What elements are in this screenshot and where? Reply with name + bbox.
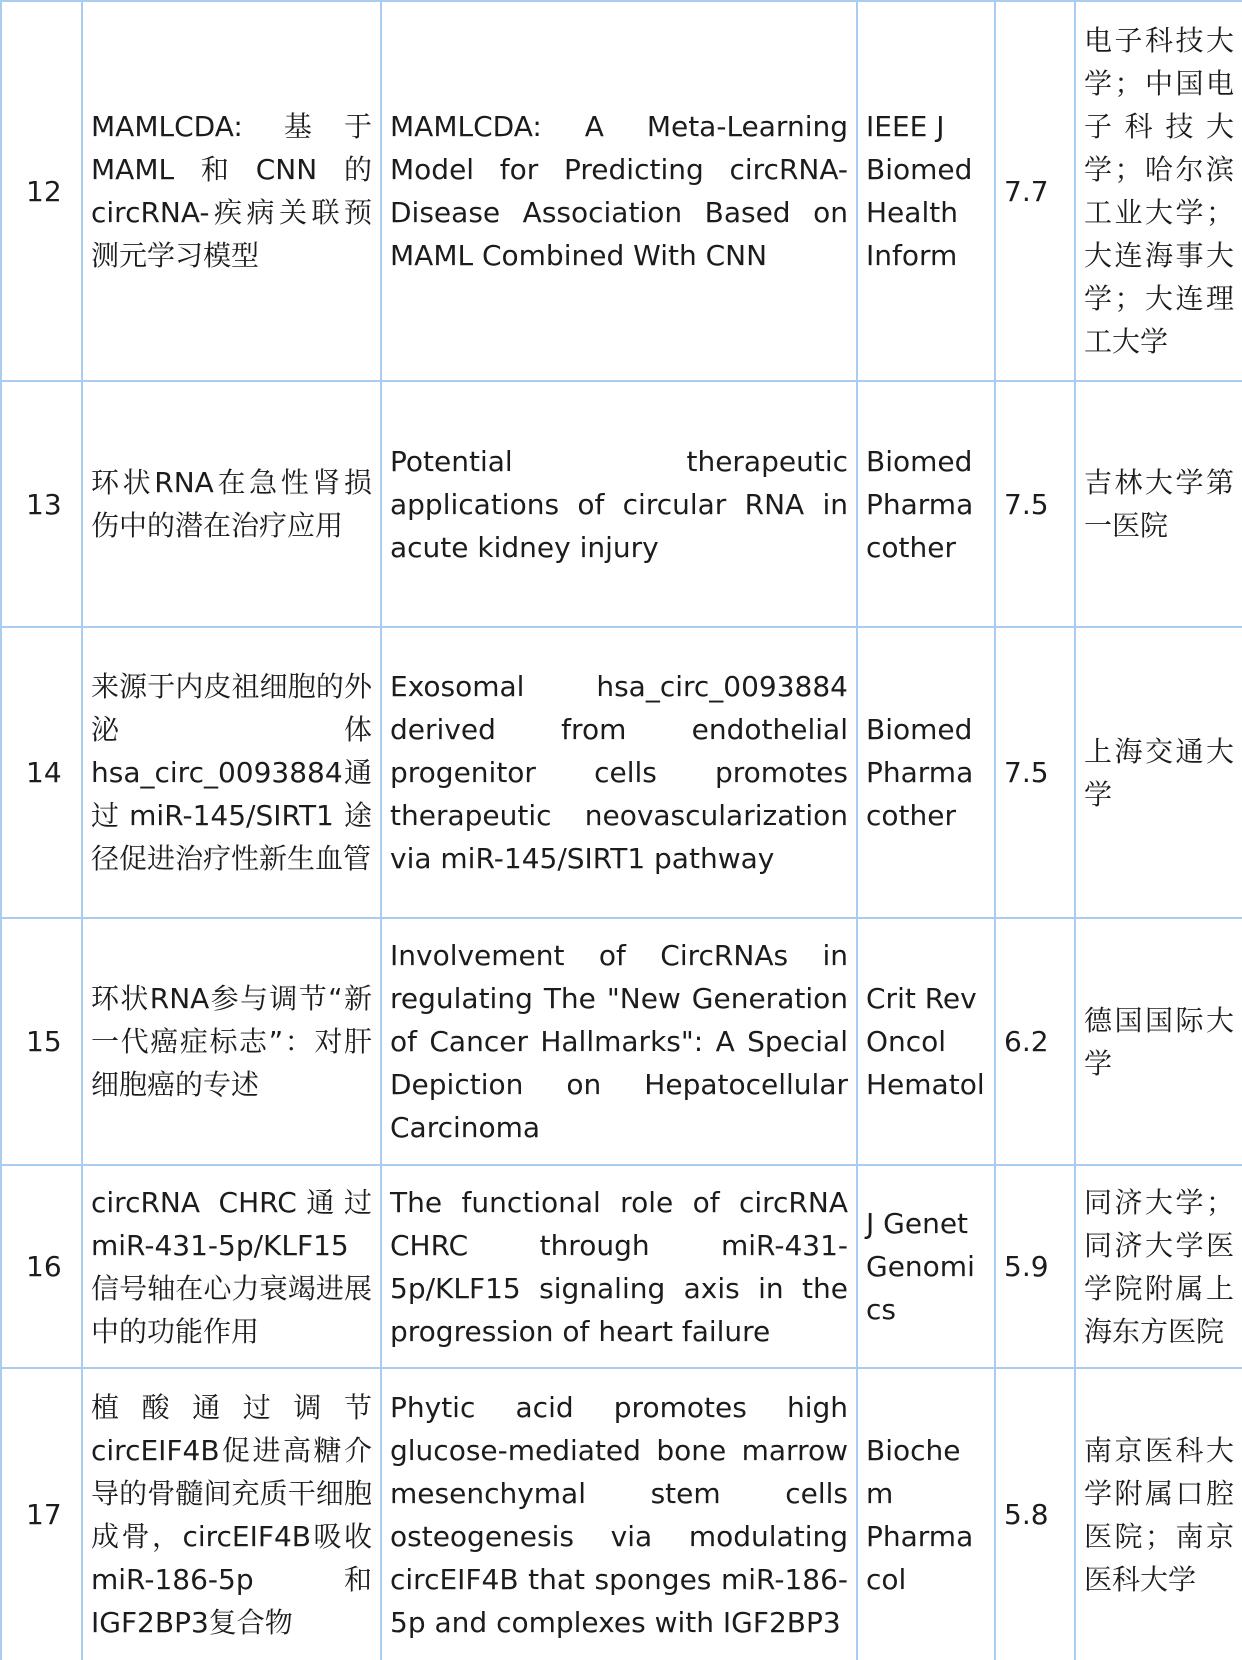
journal-cell: Biomed Pharmacother [857,381,995,627]
journal-cell: Biomed Pharmacother [857,627,995,918]
chinese-title-cell: 植酸通过调节circEIF4B促进高糖介导的骨髓间充质干细胞成骨，circEIF4B吸收miR-186-5p和IGF2BP3复合物 [82,1368,381,1660]
impact-factor-cell: 7.7 [995,1,1075,381]
chinese-title-cell: MAMLCDA: 基于MAML和CNN的circRNA-疾病关联预测元学习模型 [82,1,381,381]
institution-cell: 南京医科大学附属口腔医院；南京医科大学 [1075,1368,1242,1660]
row-number: 15 [1,918,82,1165]
journal-cell: Crit Rev Oncol Hematol [857,918,995,1165]
institution-cell: 同济大学；同济大学医学院附属上海东方医院 [1075,1165,1242,1368]
impact-factor-cell: 5.8 [995,1368,1075,1660]
row-number: 17 [1,1368,82,1660]
chinese-title-cell: circRNA CHRC通过miR-431-5p/KLF15信号轴在心力衰竭进展中的功能作用 [82,1165,381,1368]
journal-cell: Biochem Pharmacol [857,1368,995,1660]
row-number: 13 [1,381,82,627]
table-row [1,627,1242,918]
impact-factor-cell: 6.2 [995,918,1075,1165]
english-title-cell: Phytic acid promotes high glucose-mediated bone marrow mesenchymal stem cells osteogenesis via modulating circEIF4B that sponges miR-186-5p and complexes with IGF2BP3 [381,1368,857,1660]
row-number: 16 [1,1165,82,1368]
chinese-title-cell: 环状RNA在急性肾损伤中的潜在治疗应用 [82,381,381,627]
chinese-title-cell: 环状RNA参与调节“新一代癌症标志”：对肝细胞癌的专述 [82,918,381,1165]
journal-cell: J Genet Genomics [857,1165,995,1368]
journal-cell: IEEE J Biomed Health Inform [857,1,995,381]
table-row [1,918,1242,1165]
institution-cell: 上海交通大学 [1075,627,1242,918]
english-title-cell: MAMLCDA: A Meta-Learning Model for Predicting circRNA-Disease Association Based on MAML Combined With CNN [381,1,857,381]
institution-cell: 电子科技大学；中国电子科技大学；哈尔滨工业大学；大连海事大学；大连理工大学 [1075,1,1242,381]
table-row [1,1368,1242,1660]
english-title-cell: Exosomal hsa_circ_0093884 derived from endothelial progenitor cells promotes therapeutic neovascularization via miR-145/SIRT1 pathway [381,627,857,918]
table-row [1,1,1242,381]
english-title-cell: Involvement of CircRNAs in regulating The "New Generation of Cancer Hallmarks": A Special Depiction on Hepatocellular Carcinoma [381,918,857,1165]
chinese-title-cell: 来源于内皮祖细胞的外泌体hsa_circ_0093884通过miR-145/SIRT1途径促进治疗性新生血管 [82,627,381,918]
impact-factor-cell: 5.9 [995,1165,1075,1368]
institution-cell: 德国国际大学 [1075,918,1242,1165]
institution-cell: 吉林大学第一医院 [1075,381,1242,627]
impact-factor-cell: 7.5 [995,627,1075,918]
table-row [1,1165,1242,1368]
english-title-cell: Potential therapeutic applications of circular RNA in acute kidney injury [381,381,857,627]
english-title-cell: The functional role of circRNA CHRC through miR-431-5p/KLF15 signaling axis in the progression of heart failure [381,1165,857,1368]
impact-factor-cell: 7.5 [995,381,1075,627]
table-row [1,381,1242,627]
row-number: 14 [1,627,82,918]
row-number: 12 [1,1,82,381]
